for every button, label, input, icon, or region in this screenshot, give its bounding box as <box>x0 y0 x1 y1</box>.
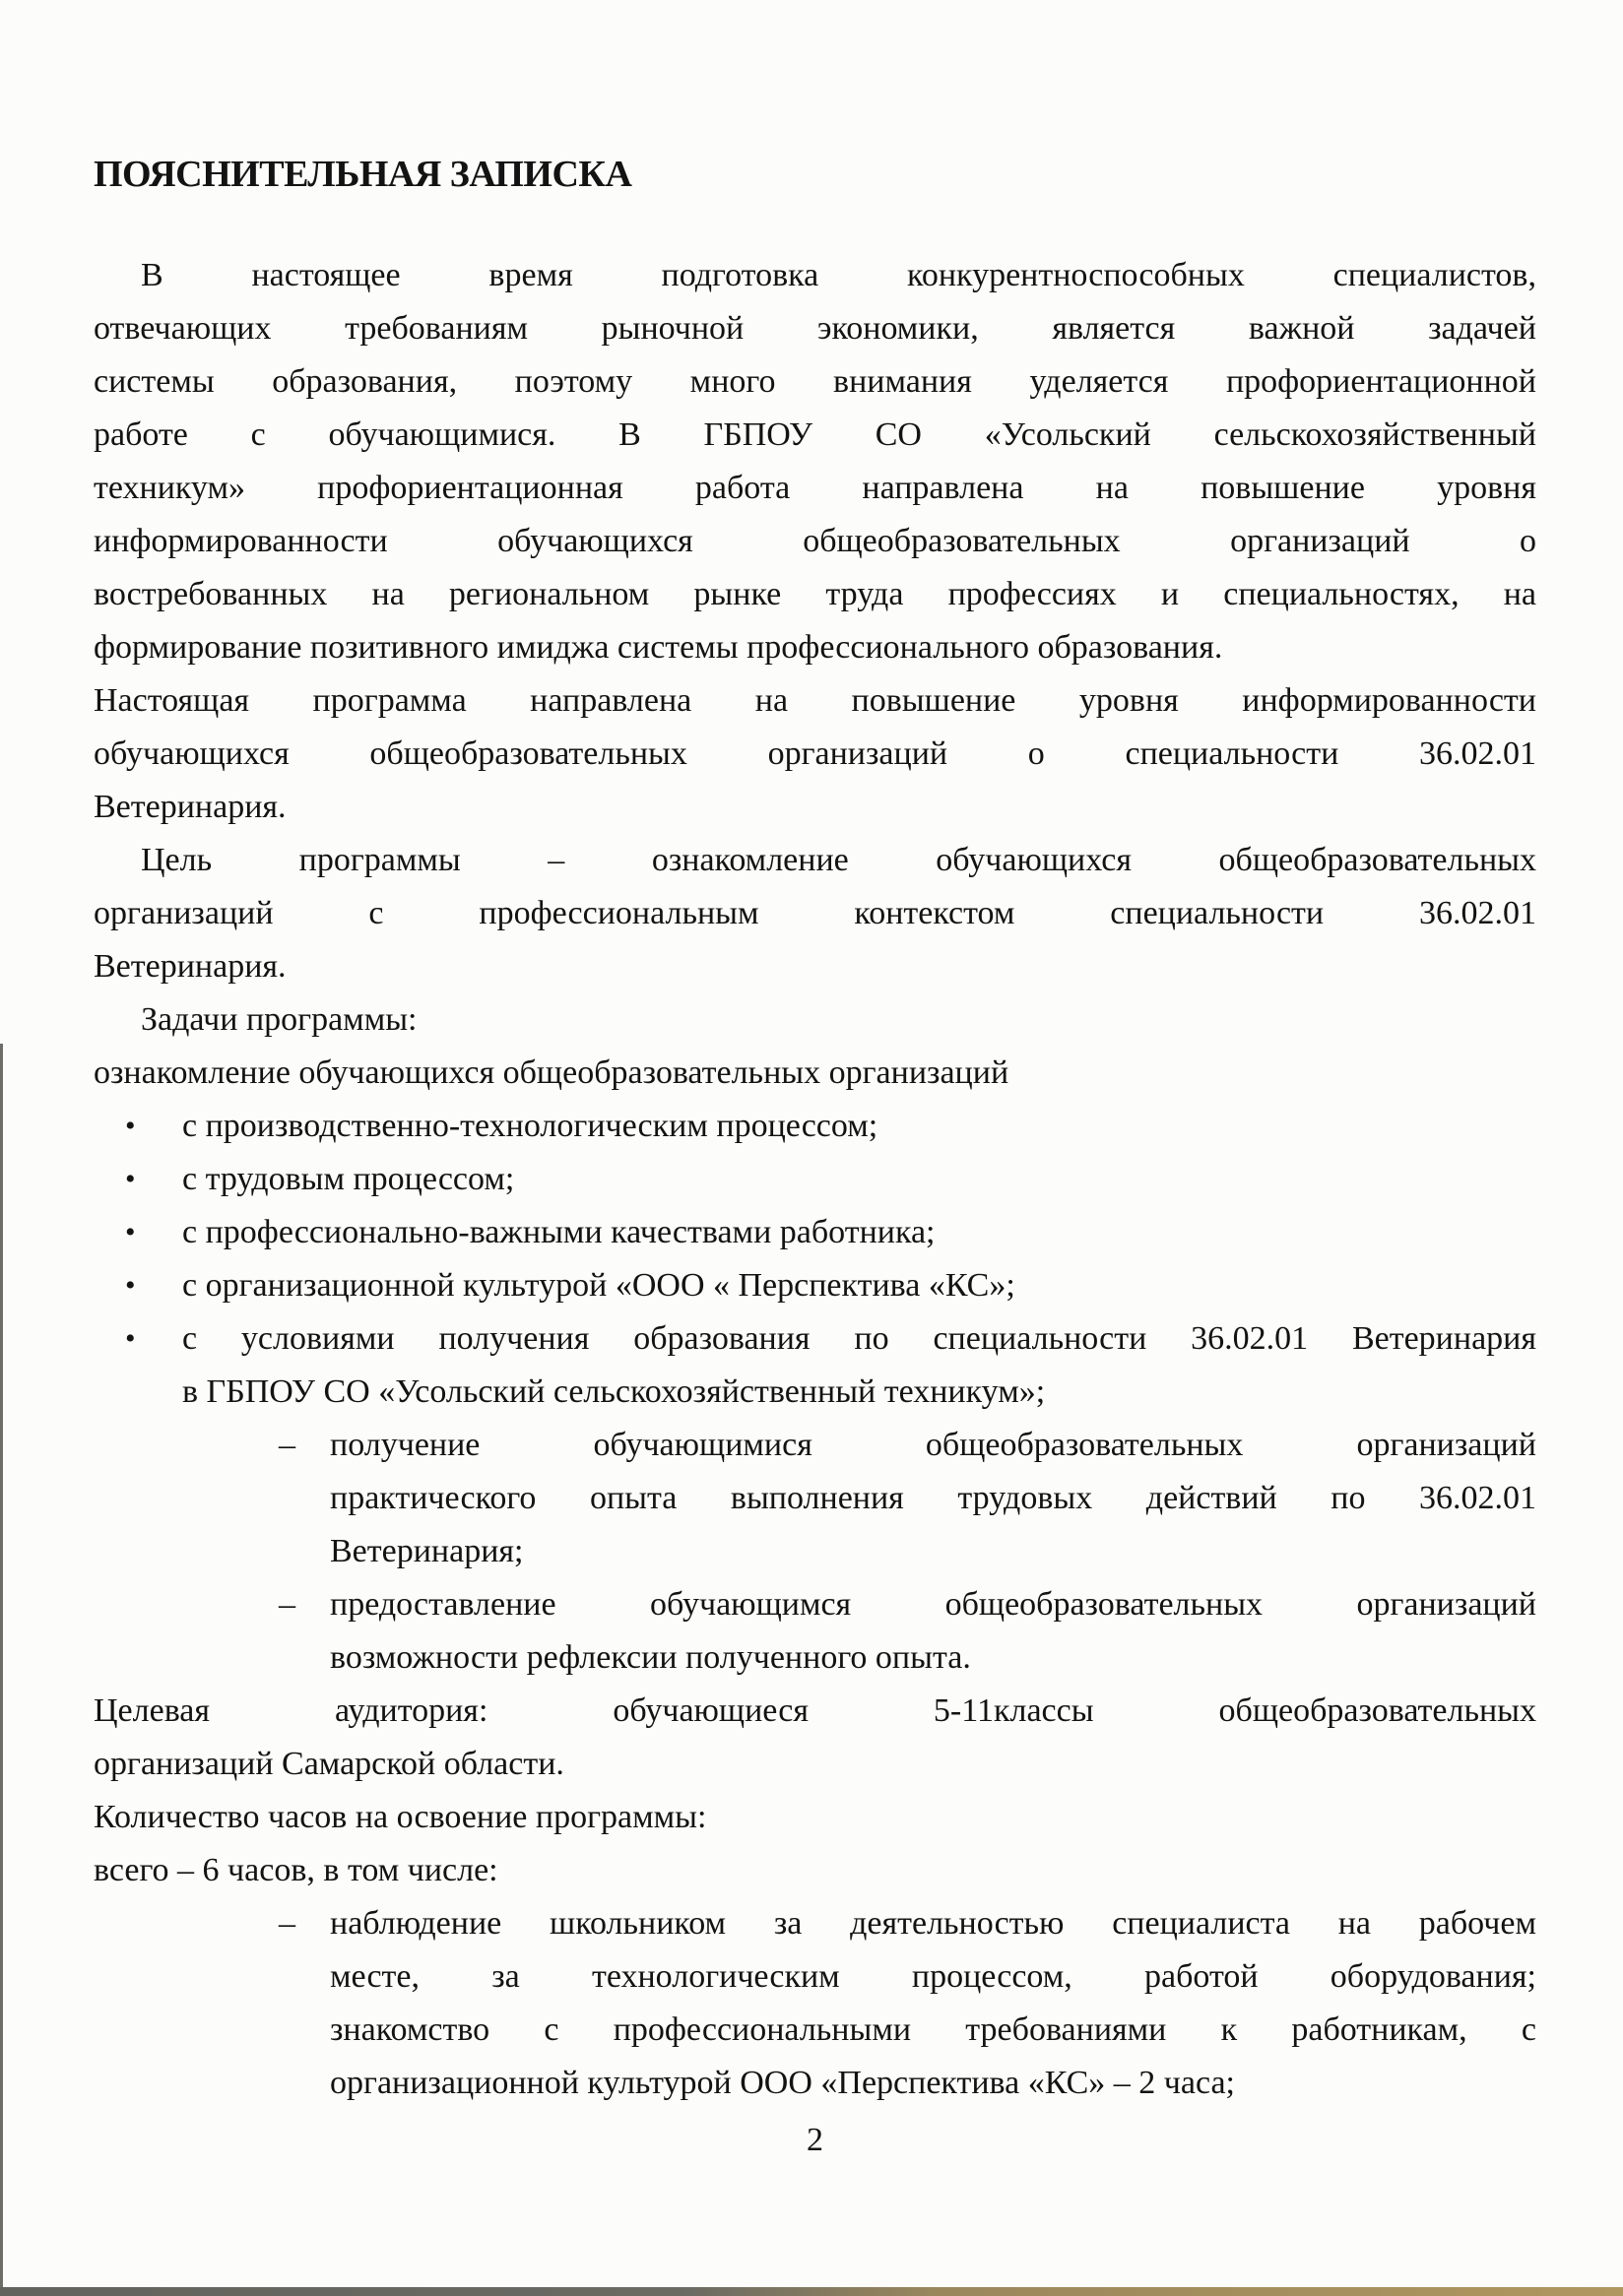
dash-item-label: знакомство с профессиональными требованиями к работникам, с <box>330 2011 1536 2048</box>
bullet-item-label: с профессионально-важными качествами работника; <box>182 1214 936 1250</box>
scan-edge-left <box>0 1044 3 2296</box>
bullet-list-item <box>94 1100 1536 1153</box>
dash-item-label: Ветеринария; <box>330 1533 524 1569</box>
text-line: Целевая аудитория: обучающиеся 5-11классы общеобразовательных <box>94 1692 1536 1729</box>
text-line: востребованных на региональном рынке труда профессиях и специальностях, на <box>94 576 1536 612</box>
text-line: формирование позитивного имиджа системы профессионального образования. <box>94 629 1223 666</box>
paragraph <box>94 834 1536 993</box>
scan-edge-bottom <box>0 2287 1623 2296</box>
text-line: информированности обучающихся общеобразовательных организаций о <box>94 523 1536 559</box>
bullet-item-label: с условиями получения образования по специальности 36.02.01 Ветеринария <box>182 1320 1536 1357</box>
text-line: обучающихся общеобразовательных организаций о специальности 36.02.01 <box>94 735 1536 772</box>
tasks-heading: Задачи программы: <box>141 1001 418 1038</box>
bullet-item-label: в ГБПОУ СО «Усольский сельскохозяйственный техникум»; <box>182 1373 1046 1410</box>
hours-total-line: всего – 6 часов, в том числе: <box>94 1852 498 1888</box>
dash-icon: – <box>279 1586 295 1623</box>
bullet-item-label: с производственно-технологическим процессом; <box>182 1108 878 1144</box>
bullet-item-continuation <box>94 1366 1536 1419</box>
dash-item-label: предоставление обучающимся общеобразовательных организаций <box>330 1586 1536 1623</box>
bullet-list-item <box>94 1153 1536 1206</box>
dash-icon: – <box>279 1427 295 1463</box>
text-line: Настоящая программа направлена на повышение уровня информированности <box>94 682 1536 719</box>
dash-item-label: получение обучающимися общеобразовательных организаций <box>330 1427 1536 1463</box>
dash-item-label: возможности рефлексии полученного опыта. <box>330 1639 971 1676</box>
dash-item-continuation <box>94 1950 1536 2004</box>
text-line: отвечающих требованиям рыночной экономики, является важной задачей <box>94 310 1536 347</box>
bullet-icon: • <box>125 1216 136 1248</box>
dash-list-item <box>94 1419 1536 1472</box>
paragraph <box>94 674 1536 834</box>
hours-heading: Количество часов на освоение программы: <box>94 1799 707 1835</box>
dash-icon: – <box>279 1905 295 1942</box>
dash-item-continuation <box>94 2057 1536 2110</box>
text-line: В настоящее время подготовка конкурентноспособных специалистов, <box>141 257 1536 293</box>
paragraph-line: ознакомление обучающихся общеобразовательных организаций <box>94 1054 1009 1091</box>
dash-list-item <box>94 1897 1536 1950</box>
dash-item-label: наблюдение школьником за деятельностью специалиста на рабочем <box>330 1905 1536 1942</box>
bullet-list-item <box>94 1206 1536 1259</box>
bullet-icon: • <box>125 1110 136 1142</box>
text-line: работе с обучающимися. В ГБПОУ СО «Усольский сельскохозяйственный <box>94 416 1536 453</box>
paragraph <box>94 249 1536 674</box>
text-line: организаций Самарской области. <box>94 1746 564 1782</box>
bullet-icon: • <box>125 1322 136 1355</box>
dash-list-item <box>94 1578 1536 1631</box>
dash-item-continuation <box>94 1631 1536 1685</box>
bullet-item-label: с трудовым процессом; <box>182 1161 515 1197</box>
dash-item-label: практического опыта выполнения трудовых действий по 36.02.01 <box>330 1480 1536 1516</box>
bullet-list-item <box>94 1259 1536 1312</box>
dash-item-continuation <box>94 1472 1536 1525</box>
paragraph <box>94 1685 1536 1791</box>
text-line: организаций с профессиональным контекстом специальности 36.02.01 <box>94 895 1536 931</box>
text-line: системы образования, поэтому много внимания уделяется профориентационной <box>94 363 1536 400</box>
dash-item-continuation <box>94 2004 1536 2057</box>
page-title: ПОЯСНИТЕЛЬНАЯ ЗАПИСКА <box>94 154 632 195</box>
bullet-icon: • <box>125 1163 136 1195</box>
bullet-list-item <box>94 1312 1536 1366</box>
text-line: Ветеринария. <box>94 789 287 825</box>
dash-item-continuation <box>94 1525 1536 1578</box>
text-line: техникум» профориентационная работа направлена на повышение уровня <box>94 470 1536 506</box>
text-line: Ветеринария. <box>94 948 287 985</box>
page-content <box>94 148 1536 2167</box>
text-line: Цель программы – ознакомление обучающихся общеобразовательных <box>141 842 1536 878</box>
bullet-icon: • <box>125 1269 136 1302</box>
bullet-item-label: с организационной культурой «ООО « Перспектива «КС»; <box>182 1267 1015 1304</box>
page-number: 2 <box>807 2122 823 2158</box>
dash-item-label: организационной культурой ООО «Перспектива «КС» – 2 часа; <box>330 2065 1235 2101</box>
dash-item-label: месте, за технологическим процессом, работой оборудования; <box>330 1958 1536 1995</box>
